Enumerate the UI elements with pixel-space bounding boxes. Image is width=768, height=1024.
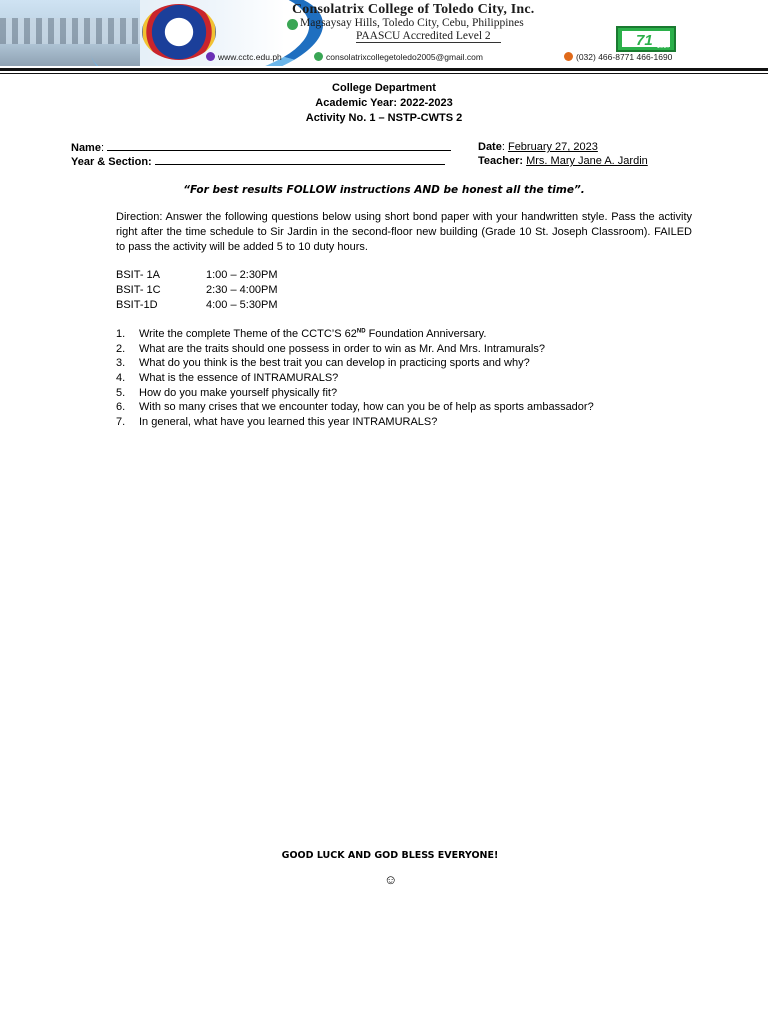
location-pin-icon [287,19,298,30]
globe-icon [206,52,215,61]
school-seal-logo [142,4,216,60]
schedule-section: BSIT-1D [116,299,158,311]
question-number: 6. [116,401,126,413]
schedule-row [116,299,278,311]
question-text: What do you think is the best trait you can develop in practicing sports and why? [139,357,530,369]
department-heading: College Department [332,82,436,94]
teacher-value: Mrs. Mary Jane A. Jardin [526,155,648,167]
question-text: Write the complete Theme of the CCTC’S 62ND Foundation Anniversary. [139,328,487,340]
smiley-icon: ☺ [384,872,398,887]
schedule-time: 2:30 – 4:00PM [206,284,278,296]
name-label: Name [71,142,101,154]
teacher-field [478,155,648,167]
schedule-section: BSIT- 1A [116,269,161,281]
school-name: Consolatrix College of Toledo City, Inc. [292,2,535,17]
ordinal-suffix: ND [356,328,366,335]
activity-heading: Activity No. 1 – NSTP-CWTS 2 [305,112,463,124]
academic-year-heading: Academic Year: 2022-2023 [315,97,453,109]
name-field: Name: [71,141,451,154]
website-text: www.cctc.edu.ph [218,52,282,62]
badge-year: 1957 [656,44,670,50]
question-number: 2. [116,343,126,355]
question-number: 7. [116,416,126,428]
date-value: February 27, 2023 [507,141,598,153]
schedule-row [116,269,278,281]
year-section-field [71,155,445,168]
header-rule-thin [0,73,768,74]
anniversary-badge: 71 1957 [616,26,676,52]
question-text: With so many crises that we encounter today, how can you be of help as sports ambassador? [139,401,594,413]
question-text: In general, what have you learned this year INTRAMURALS? [139,416,438,428]
schedule-section: BSIT- 1C [116,284,161,296]
letterhead-banner [0,0,712,66]
header-rule [0,68,768,71]
direction-paragraph: Direction: Answer the following questions below using short bond paper with your handwritten style. Pass the activity right after the time schedule to Sir Jardin in the second-floor new building (Grade 10 St. Joseph Classroom). FAILED to pass the activity will be added 5 to 10 duty hours. [116,211,692,253]
school-address: Magsaysay Hills, Toledo City, Cebu, Philippines [300,17,524,29]
question-number: 4. [116,372,126,384]
year-section-blank-line [155,155,445,165]
date-label: Date [478,141,502,153]
phone-icon [564,52,573,61]
question-number: 3. [116,357,126,369]
schedule-time: 1:00 – 2:30PM [206,269,278,281]
email-text: consolatrixcollegetoledo2005@gmail.com [326,52,483,62]
question-text: What are the traits should one possess in order to win as Mr. And Mrs. Intramurals? [139,343,545,355]
year-section-label: Year & Section: [71,156,152,168]
email-icon [314,52,323,61]
teacher-label: Teacher: [478,155,524,167]
question-number: 1. [116,328,126,340]
motto-text: “For best results FOLLOW instructions AND be honest all the time”. [183,184,585,196]
question-text: How do you make yourself physically fit? [139,387,338,399]
closing-message: GOOD LUCK AND GOD BLESS EVERYONE! [281,850,499,861]
phone-text: (032) 466-8771 466-1690 [576,52,673,62]
question-text: What is the essence of INTRAMURALS? [139,372,339,384]
accreditation-text: PAASCU Accredited Level 2 [356,30,501,43]
date-field: Date: February 27, 2023 [478,141,598,153]
question-number: 5. [116,387,126,399]
name-blank-line [107,141,451,151]
schedule-row [116,284,278,296]
schedule-time: 4:00 – 5:30PM [206,299,278,311]
